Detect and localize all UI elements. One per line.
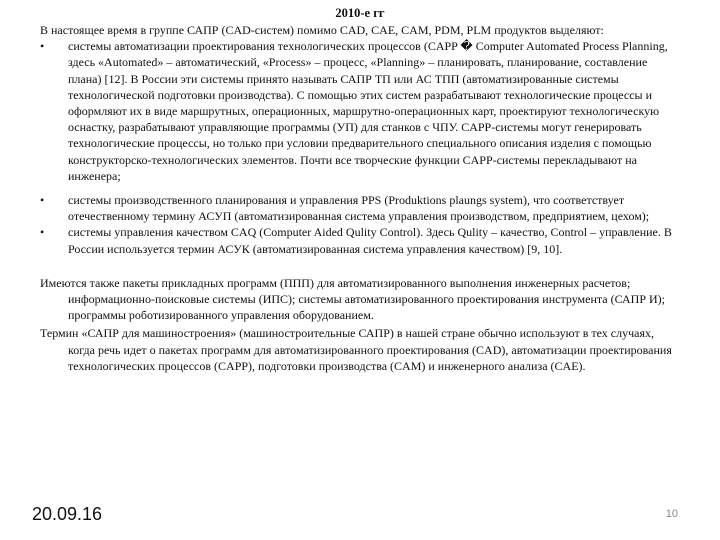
bullet-item-caq: [40, 224, 680, 256]
bullet-text: системы производственного планирования и управления PPS (Produktions plaungs system), что соответствует отечественному термину АСУП (автоматизированная система управления производством, предприятием, цехом);: [68, 193, 650, 224]
bullet-text: системы управления качеством CAQ (Computer Aided Qulity Control). Здесь Qulity – качество, Control – управление. В России используется термин АСУК (автоматизированная система управления качеством) [9, 10].: [68, 225, 672, 256]
cad-term-paragraph: Термин «САПР для машиностроения» (машиностроительные САПР) в нашей стране обычно используют в тех случаях, когда речь идет о пакетах программ для автоматизированного проектирования (CAD), автоматизации проектирования технологических процессов (CAPP), подготовки производства (CAM) и инженерного анализа (CAE).: [40, 326, 672, 373]
slide-content: [40, 22, 680, 374]
bullet-list: [40, 38, 680, 257]
bullet-marker: •: [40, 225, 45, 240]
footer-date: 20.09.16: [32, 504, 103, 524]
bullet-marker: •: [40, 39, 45, 54]
bullet-item-pps: [40, 192, 680, 224]
intro-paragraph: В настоящее время в группе САПР (CAD-систем) помимо CAD, CAE, CAM, PDM, PLM продуктов выделяют:: [40, 23, 604, 37]
bullet-text: системы автоматизации проектирования технологических процессов (CAPP � Computer Automated Process Planning, здесь «Automated» – автоматический, «Process» – процесс, «Planning» – планировать, планирование, составление плана) [12]. В России эти системы принято называть САПР ТП или АС ТПП (автоматизированные системы технологической подготовки производства). С помощью этих систем разрабатывают технологические процессы и оформляют их в виде маршрутных, операционных, маршрутно-операционных карт, проектируют технологическую оснастку, разрабатывают управляющие программы (УП) для станков с ЧПУ. CAPP-системы могут генерировать технологические процессы, но только при условии предварительного специального описания изделия с помощью конструкторско-технологических элементов. Почти все творческие функции CAPP-системы перекладывают на инженера;: [68, 39, 668, 183]
spacer: [40, 257, 680, 275]
software-packages-paragraph: Имеются также пакеты прикладных программ (ППП) для автоматизированного выполнения инженерных расчетов; информационно-поисковые системы (ИПС); системы автоматизированного проектирования инструмента (САПР И); программы роботизированного управления оборудованием.: [40, 275, 666, 323]
slide-title: 2010-е гг: [335, 6, 385, 20]
bullet-item-capp: [40, 38, 680, 184]
spacer: [40, 184, 680, 192]
page-number: 10: [665, 508, 678, 520]
bullet-marker: •: [40, 193, 45, 208]
